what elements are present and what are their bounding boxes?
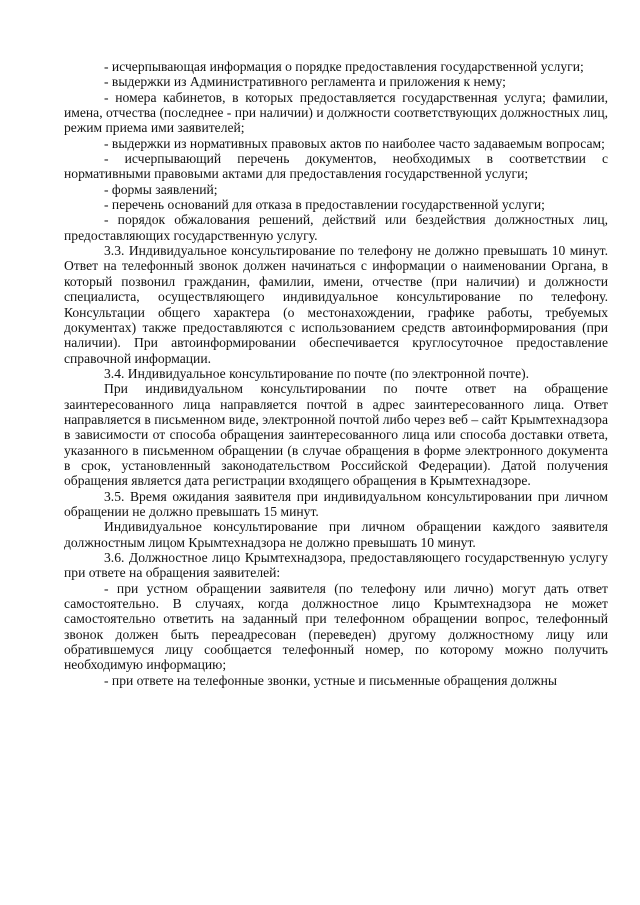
list-item-exhaustive-info: - исчерпывающая информация о порядке предоставления государственной услуги; [104, 59, 584, 74]
list-item-document-list: - исчерпывающий перечень документов, необходимых в соответствии с нормативными правовыми актами для предоставления государственной услуги; [64, 151, 608, 182]
list-item-regulation-excerpts: - выдержки из Административного регламента и приложения к нему; [104, 74, 506, 90]
paragraph-personal-consulting: Индивидуальное консультирование при личном обращении каждого заявителя должностным лицом Крымтехнадзора не должно превышать 10 минут. [64, 519, 608, 550]
paragraph-mail-response: При индивидуальном консультировании по почте ответ на обращение заинтересованного лица направляется почтой в адрес заинтересованного лица. Ответ направляется в письменном виде, электронной почтой либо через веб – сайт Крымтехнадзора в зависимости от способа обращения заинтересованного лица или способа доставки ответа, указанного в письменном обращении (в случае обращения в форме электронного документа в срок, установленный законодательством Российской Федерации). Датой получения обращения является дата регистрации входящего обращения в Крымтехнадзоре. [64, 381, 608, 489]
list-item-appeal-procedure: - порядок обжалования решений, действий или бездействия должностных лиц, предоставляющих государственную услугу. [64, 212, 608, 243]
list-item-phone-calls: - при ответе на телефонные звонки, устные и письменные обращения должны [104, 672, 557, 688]
list-item-office-numbers: - номера кабинетов, в которых предоставляется государственная услуга; фамилии, имена, отчества (последнее - при наличии) и должности соответствующих должностных лиц, режим приема ими заявителей; [64, 89, 608, 136]
list-item-application-forms: - формы заявлений; [104, 181, 218, 197]
document-body [64, 59, 608, 688]
section-3-5-waiting-time: 3.5. Время ожидания заявителя при индивидуальном консультировании при личном обращении не должно превышать 15 минут. [64, 488, 608, 519]
section-3-3-phone-consulting: 3.3. Индивидуальное консультирование по телефону не должно превышать 10 минут. Ответ на телефонный звонок должен начинаться с информации о наименовании Органа, в который позвонил гражданин, фамилии, имени, отчестве (при наличии) и должности специалиста, осуществляющего индивидуальное консультирование по телефону. Консультации общего характера (о местонахождении, графике работы, требуемых документах) также предоставляются с использованием средств автоинформирования (при наличии). При автоинформировании обеспечивается круглосуточное предоставление справочной информации. [64, 243, 608, 366]
list-item-oral-request: - при устном обращении заявителя (по телефону или лично) могут дать ответ самостоятельно. В случаях, когда должностное лицо Крымтехнадзора не может самостоятельно ответить на заданный при телефонном обращении вопрос, телефонный звонок должен быть переадресован (переведен) другому должностному лицу или обратившемуся лицу сообщается телефонный номер, по которому можно получить необходимую информацию; [64, 580, 608, 673]
section-3-6-official: 3.6. Должностное лицо Крымтехнадзора, предоставляющего государственную услугу при ответе на обращения заявителей: [64, 550, 608, 581]
section-3-4-mail-consulting: 3.4. Индивидуальное консультирование по почте (по электронной почте). [104, 365, 530, 381]
list-item-legal-excerpts: - выдержки из нормативных правовых актов по наиболее часто задаваемым вопросам; [104, 135, 605, 151]
list-item-refusal-grounds: - перечень оснований для отказа в предоставлении государственной услуги; [104, 197, 545, 213]
